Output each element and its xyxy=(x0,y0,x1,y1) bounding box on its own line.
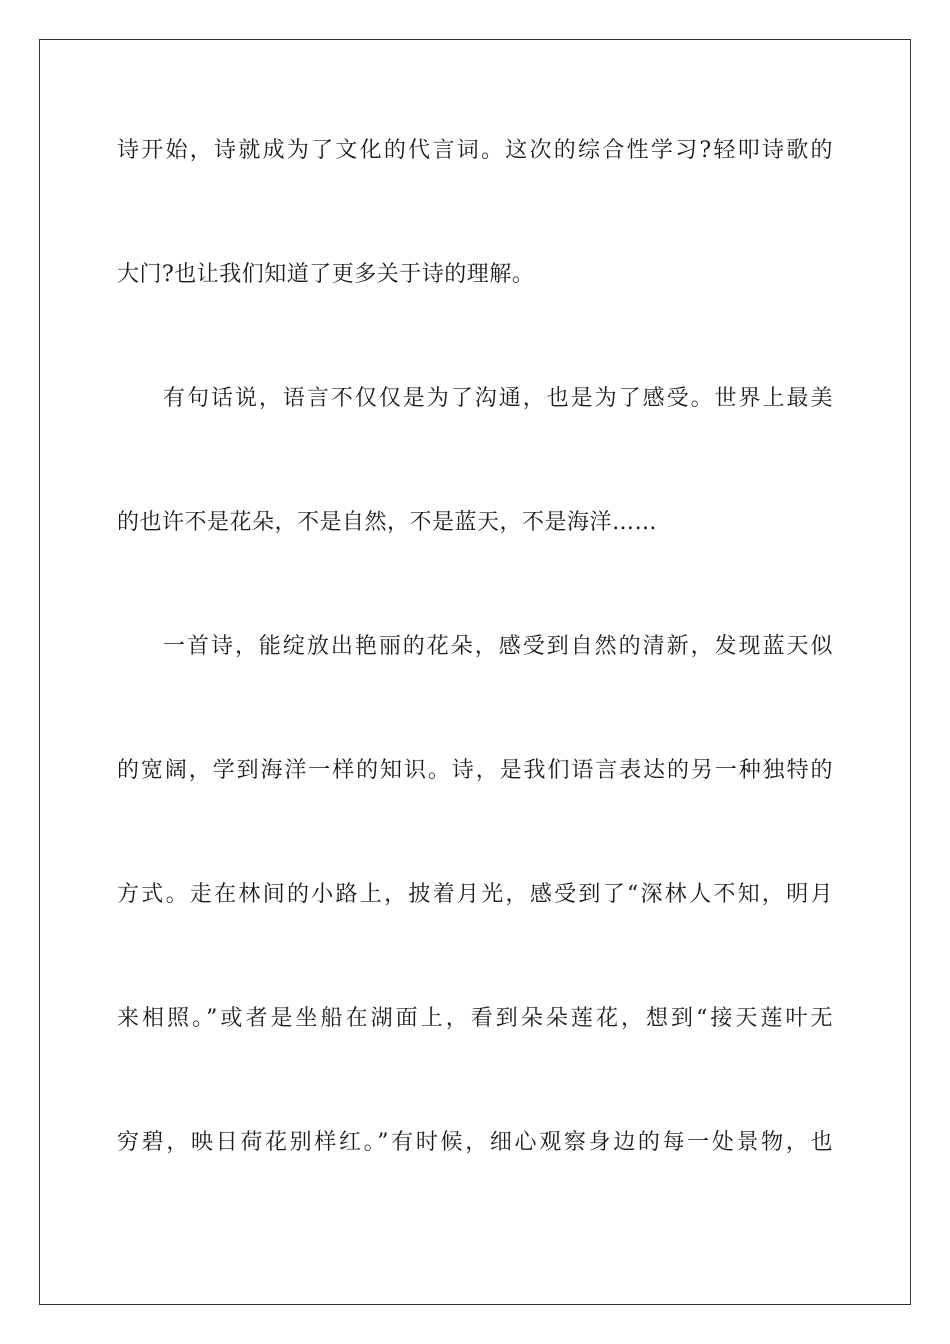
text-line: 穷碧，映日荷花别样红。”有时候，细心观察身边的每一处景物，也 xyxy=(117,1130,833,1155)
text-line: 一首诗，能绽放出艳丽的花朵，感受到自然的清新，发现蓝天似 xyxy=(163,634,833,659)
page-border xyxy=(39,39,911,1305)
text-line: 的也许不是花朵，不是自然，不是蓝天，不是海洋…… xyxy=(117,510,658,535)
text-line: 的宽阔，学到海洋一样的知识。诗，是我们语言表达的另一种独特的 xyxy=(117,758,833,783)
text-line: 有句话说，语言不仅仅是为了沟通，也是为了感受。世界上最美 xyxy=(163,386,833,411)
text-line: 大门?也让我们知道了更多关于诗的理解。 xyxy=(117,262,535,287)
text-line: 方式。走在林间的小路上，披着月光，感受到了“深林人不知，明月 xyxy=(117,882,833,907)
text-line: 来相照。”或者是坐船在湖面上，看到朵朵莲花，想到“接天莲叶无 xyxy=(117,1006,833,1031)
text-line: 诗开始，诗就成为了文化的代言词。这次的综合性学习?轻叩诗歌的 xyxy=(117,138,833,163)
